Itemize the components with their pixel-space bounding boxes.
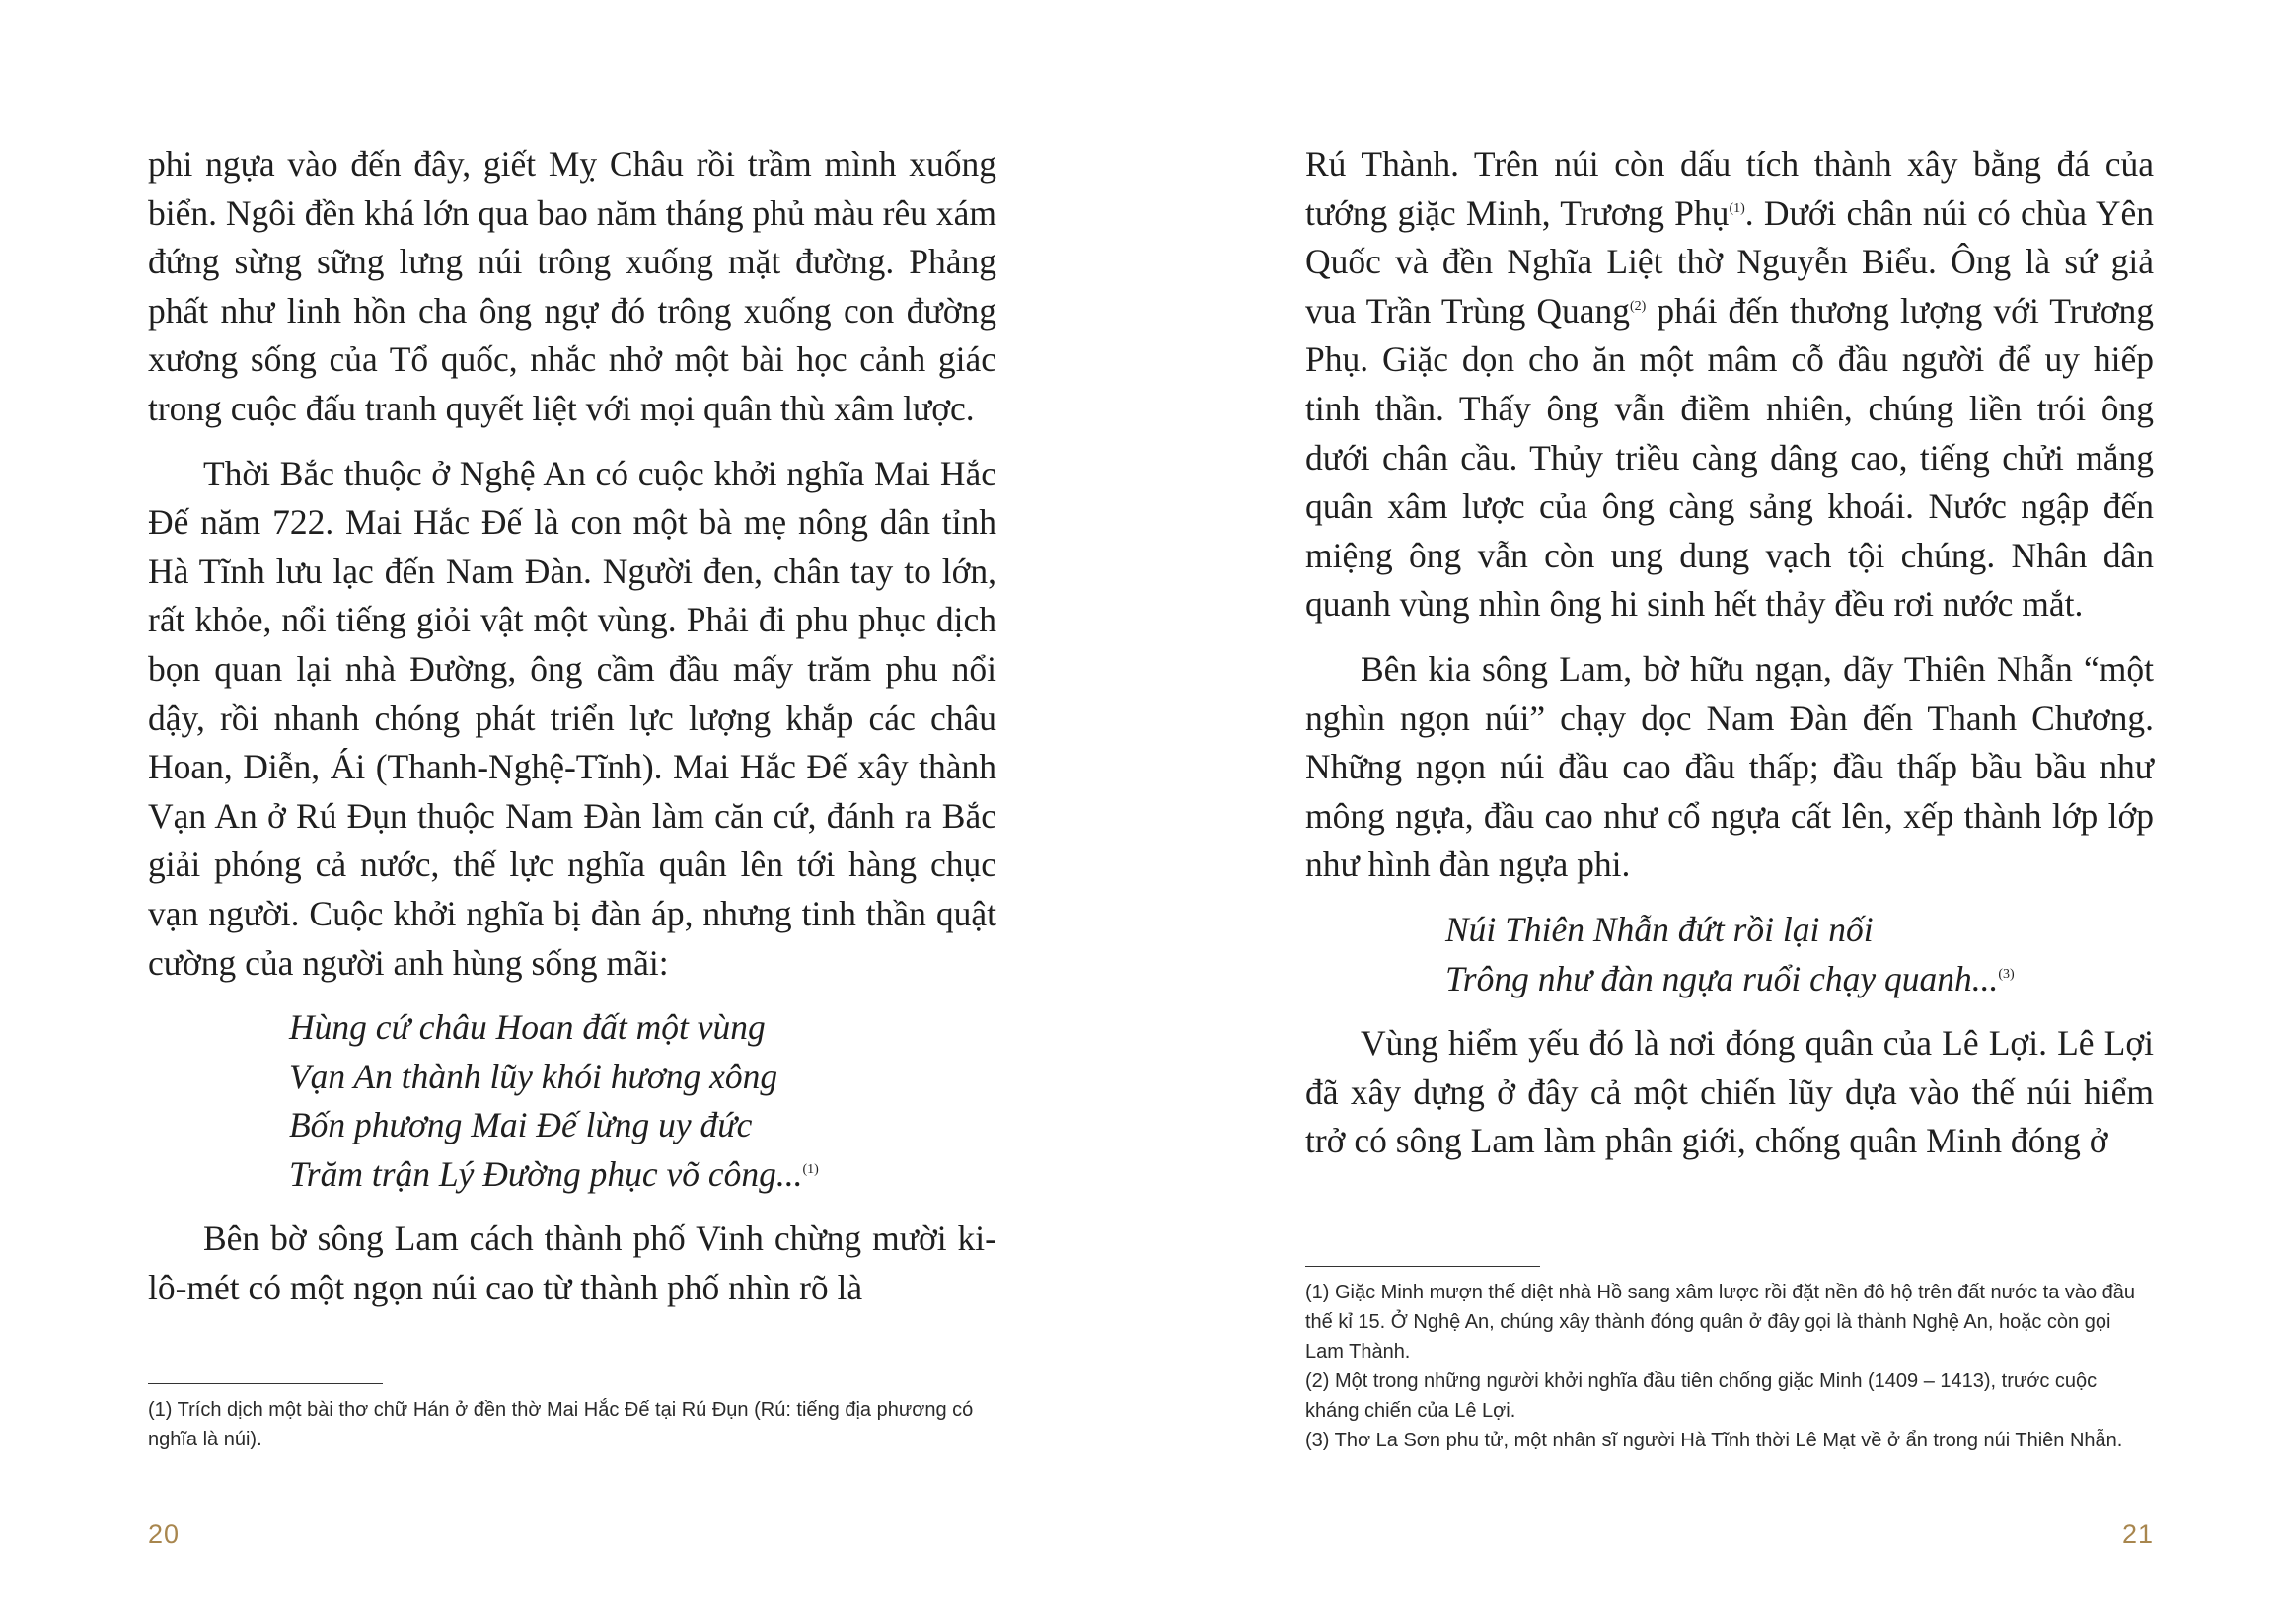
paragraph: Bên kia sông Lam, bờ hữu ngạn, dãy Thiên Nhẫn “một nghìn ngọn núi” chạy dọc Nam Đàn đến Thanh Chương. Những ngọn núi đầu cao đầu thấp; đầu thấp bầu bầu như mông ngựa, đầu cao như cổ ngựa cất lên, xếp thành lớp lớp như hình đàn ngựa phi.	[1305, 648, 2154, 885]
footnote: (3) Thơ La Sơn phu tử, một nhân sĩ người Hà Tĩnh thời Lê Mạt về ở ẩn trong núi Thiên Nhẫn.	[1305, 1430, 2123, 1451]
footnotes	[148, 1395, 996, 1454]
footnotes	[1305, 1278, 2154, 1455]
footnote-marker: (1)	[1729, 200, 1745, 216]
paragraph: Thời Bắc thuộc ở Nghệ An có cuộc khởi nghĩa Mai Hắc Đế năm 722. Mai Hắc Đế là con một bà mẹ nông dân tỉnh Hà Tĩnh lưu lạc đến Nam Đàn. Người đen, chân tay to lớn, rất khỏe, nổi tiếng giỏi vật một vùng. Phải đi phu phục dịch bọn quan lại nhà Đường, ông cầm đầu mấy trăm phu nổi dậy, rồi nhanh chóng phát triển lực lượng khắp các châu Hoan, Diễn, Ái (Thanh-Nghệ-Tĩnh). Mai Hắc Đế xây thành Vạn An ở Rú Đụn thuộc Nam Đàn làm căn cứ, đánh ra Bắc giải phóng cả nước, thế lực nghĩa quân lên tới hàng chục vạn người. Cuộc khởi nghĩa bị đàn áp, nhưng tinh thần quật cường của người anh hùng sống mãi:	[148, 453, 996, 983]
footnote: (1) Trích dịch một bài thơ chữ Hán ở đền thờ Mai Hắc Đế tại Rú Đụn (Rú: tiếng địa phương có nghĩa là núi).	[148, 1399, 974, 1450]
poem-line: Hùng cứ châu Hoan đất một vùng	[289, 1007, 766, 1048]
poem	[148, 1003, 996, 1199]
right-page-body	[1305, 140, 2154, 1182]
footnote-marker: (1)	[802, 1162, 819, 1178]
paragraph	[1305, 140, 2154, 629]
paragraph: Vùng hiểm yếu đó là nơi đóng quân của Lê Lợi. Lê Lợi đã xây dựng ở đây cả một chiến lũy dựa vào thế núi hiểm trở có sông Lam làm phân giới, chống quân Minh đóng ở	[1305, 1023, 2154, 1161]
footnote-marker: (2)	[1630, 298, 1647, 314]
left-page-body	[148, 140, 996, 1329]
paragraph: Bên bờ sông Lam cách thành phố Vinh chừng mười ki-lô-mét có một ngọn núi cao từ thành phố nhìn rõ là	[148, 1218, 996, 1308]
page-number: 20	[148, 1519, 181, 1549]
poem-line: Vạn An thành lũy khói hương xông	[289, 1056, 778, 1096]
poem-line-text: Trăm trận Lý Đường phục võ công...	[289, 1153, 803, 1194]
paragraph-text: Rú Thành. Trên núi còn dấu tích thành xây bằng đá của tướng giặc Minh, Trương Phụ	[1305, 144, 2154, 233]
poem	[1305, 906, 2154, 1003]
footnote-divider	[1305, 1266, 1540, 1267]
footnote-divider	[148, 1383, 383, 1384]
poem-line-text: Trông như đàn ngựa ruổi chạy quanh...	[1445, 958, 1999, 998]
footnote-marker: (3)	[1998, 966, 2015, 982]
poem-line	[1445, 955, 2154, 1004]
paragraph: phi ngựa vào đến đây, giết Mỵ Châu rồi trầm mình xuống biển. Ngôi đền khá lớn qua bao năm tháng phủ màu rêu xám đứng sừng sững lưng núi trông xuống mặt đường. Phảng phất như linh hồn cha ông ngự đó trông xuống con đường xương sống của Tổ quốc, nhắc nhở một bài học cảnh giác trong cuộc đấu tranh quyết liệt với mọi quân thù xâm lược.	[148, 144, 996, 428]
page-number: 21	[2121, 1519, 2154, 1549]
poem-line	[289, 1150, 996, 1200]
poem-line: Bốn phương Mai Đế lừng uy đức	[289, 1105, 753, 1145]
paragraph-text: phái đến thương lượng với Trương Phụ. Giặc dọn cho ăn một mâm cỗ đầu người để uy hiếp tinh thần. Thấy ông vẫn điềm nhiên, chúng liền trói ông dưới chân cầu. Thủy triều càng dâng cao, tiếng chửi mắng quân xâm lược của ông càng sảng khoái. Nước ngập đến miệng ông vẫn còn ung dung vạch tội chúng. Nhân dân quanh vùng nhìn ông hi sinh hết thảy đều rơi nước mắt.	[1305, 290, 2154, 625]
footnote: (1) Giặc Minh mượn thế diệt nhà Hồ sang xâm lược rồi đặt nền đô hộ trên đất nước ta vào đầu thế kỉ 15. Ở Nghệ An, chúng xây thành đóng quân ở đây gọi là thành Nghệ An, hoặc còn gọi Lam Thành.	[1305, 1282, 2136, 1363]
poem-line: Núi Thiên Nhẫn đứt rồi lại nối	[1445, 909, 1874, 949]
right-page	[1142, 0, 2284, 1624]
paragraph-text: . Dưới chân núi có chùa Yên Quốc và đền Nghĩa Liệt thờ Nguyễn Biểu. Ông là sứ giả vua Trần Trùng Quang	[1305, 192, 2154, 331]
footnote: (2) Một trong những người khởi nghĩa đầu tiên chống giặc Minh (1409 – 1413), trước cuộc kháng chiến của Lê Lợi.	[1305, 1370, 2098, 1422]
